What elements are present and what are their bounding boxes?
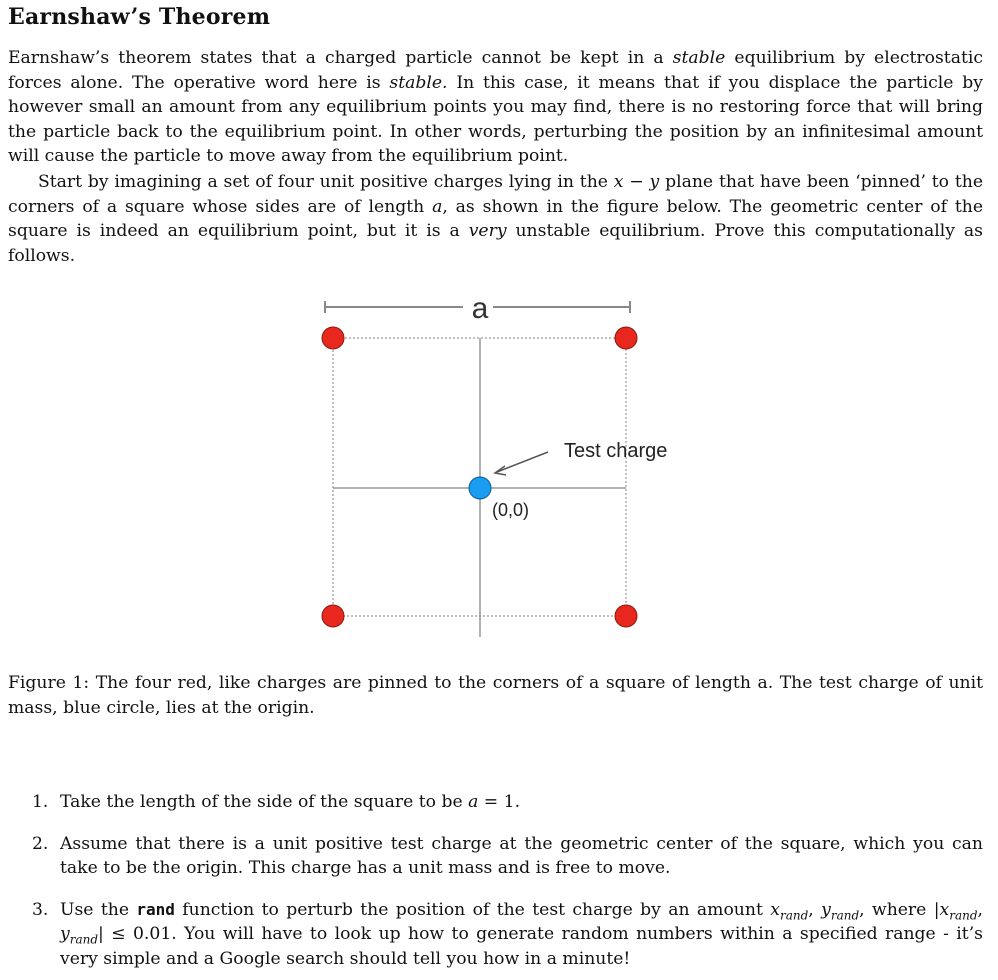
charge-top-right bbox=[615, 327, 637, 349]
charge-bottom-right bbox=[615, 605, 637, 627]
origin-label: (0,0) bbox=[492, 500, 530, 520]
list-item: 2. Assume that there is a unit positive test charge at the geometric center of the square, which you can take to be the origin. This charge has a unit mass and is free to move. bbox=[32, 833, 983, 879]
instruction-list bbox=[8, 790, 983, 972]
arrow-icon bbox=[495, 452, 548, 475]
test-charge bbox=[469, 477, 491, 499]
side-dimension bbox=[325, 292, 630, 325]
figure-caption: Figure 1: The four red, like charges are pinned to the corners of a square of length a. The test charge of unit mass, blue circle, lies at the origin. bbox=[8, 673, 983, 718]
list-item: 1. Take the length of the side of the square to be a = 1. bbox=[32, 792, 521, 812]
paragraph-intro: Earnshaw’s theorem states that a charged particle cannot be kept in a stable equilibrium by electrostatic forces alone. The operative word here is stable. In this case, it means that if you displace the particle by however small an amount from any equilibrium points you may find, there is no restoring force that will bring the particle back to the equilibrium point. In other words, perturbing the position by an infinitesimal amount will cause the particle to move away from the equilibrium point. bbox=[8, 48, 983, 167]
charge-top-left bbox=[322, 327, 344, 349]
figure-square-charges bbox=[300, 285, 700, 655]
test-charge-label: Test charge bbox=[564, 440, 668, 462]
side-length-label: a bbox=[471, 292, 489, 325]
paragraph-setup: Start by imagining a set of four unit positive charges lying in the x − y plane that have been ‘pinned’ to the corners of a square whose sides are of length a, as shown in the figure below. The geometric center of the square is indeed an equilibrium point, but it is a very unstable equilibrium. Prove this computationally as follows. bbox=[8, 172, 983, 266]
charge-bottom-left bbox=[322, 605, 344, 627]
list-item: 3. Use the rand function to perturb the position of the test charge by an amount $x_{rand}$, $y_{rand}$, where $|x_{rand}$, $y_{rand}| \le 0.01$. You will have to look up how to generate random numbers within a specified range - it’s very simple and a Google search should tell you how in a minute! bbox=[32, 899, 983, 969]
section-title: Earnshaw’s Theorem bbox=[8, 4, 271, 30]
